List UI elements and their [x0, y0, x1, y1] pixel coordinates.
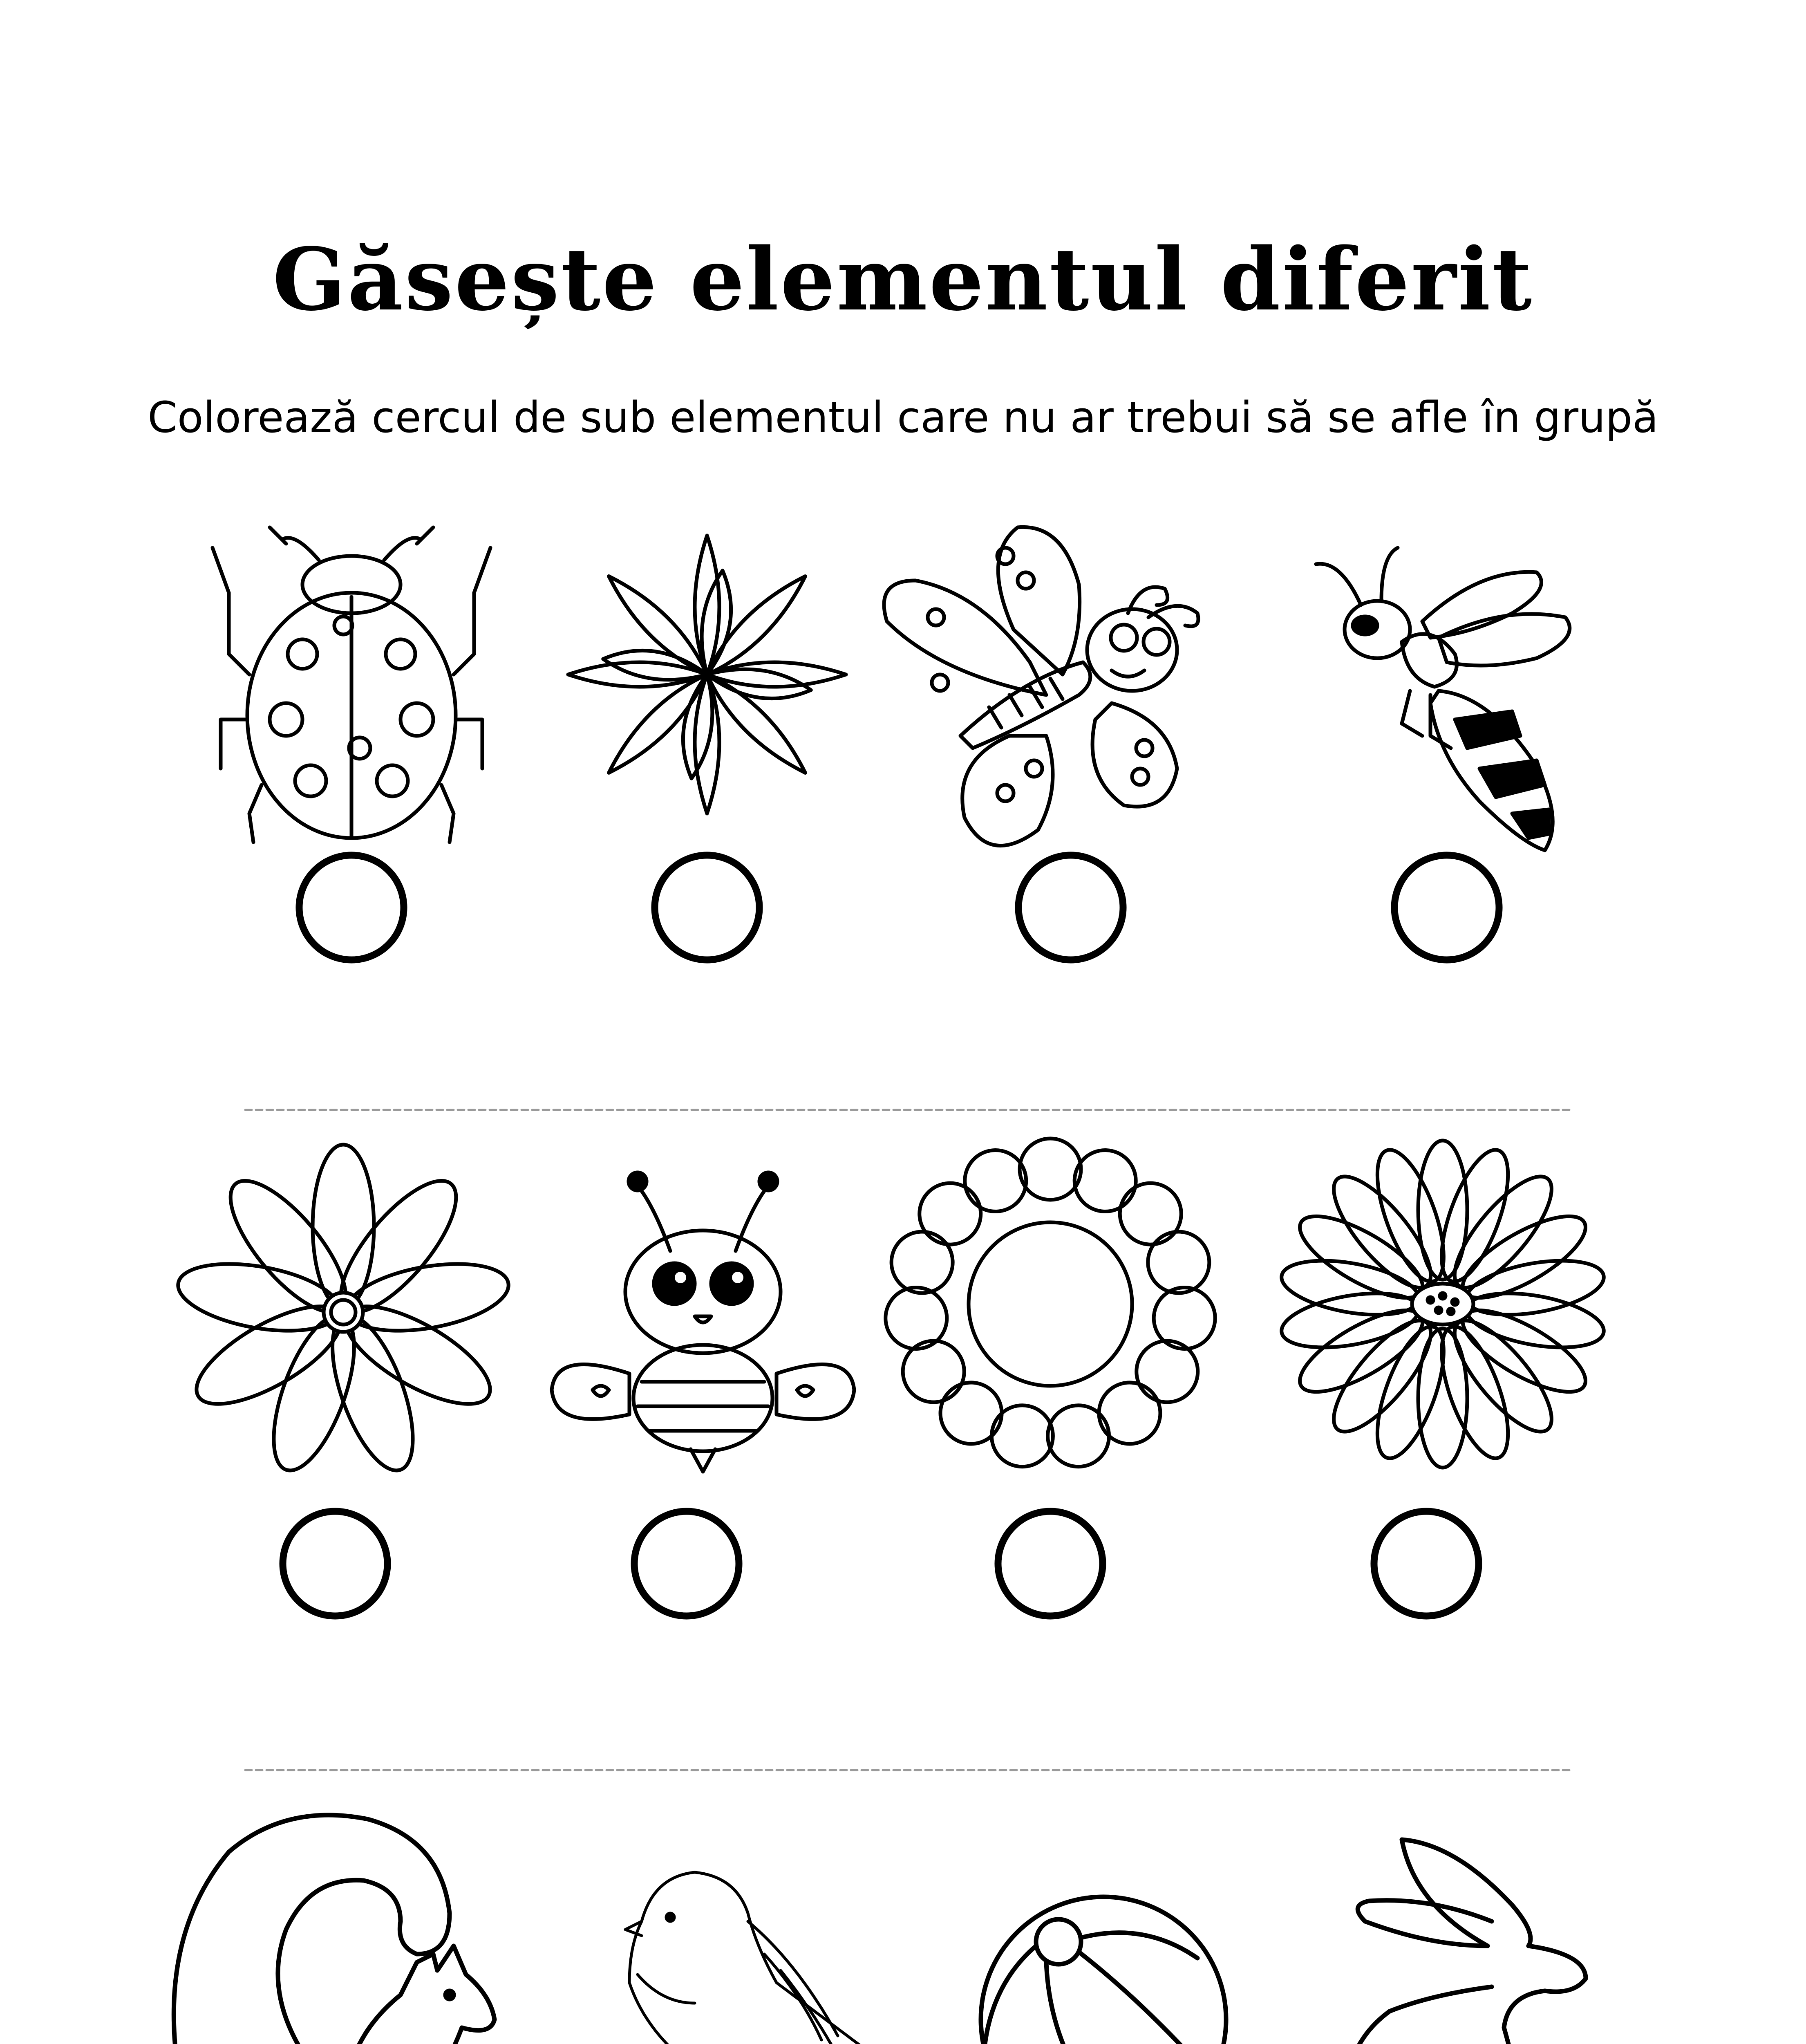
ladybug-icon [213, 527, 490, 842]
squirrel-icon [174, 1815, 495, 2044]
pointed-flower-icon [568, 536, 846, 814]
answer-circle-1-2[interactable] [655, 855, 759, 960]
page-title: Găsește elementul diferit [272, 229, 1534, 330]
answer-circle-2-1[interactable] [283, 1511, 387, 1616]
beach-ball-icon [981, 1897, 1226, 2044]
rabbit-icon [1312, 1840, 1586, 2044]
chrysanthemum-icon [1278, 1141, 1608, 1468]
answer-circle-1-1[interactable] [299, 855, 404, 960]
daisy-icon [173, 1145, 514, 1480]
answer-circle-2-3[interactable] [998, 1511, 1103, 1616]
robin-icon [625, 1872, 935, 2044]
instruction-text: Colorează cercul de sub elementul care nu ar trebui să se afle în grupă [148, 392, 1658, 442]
bee-icon [552, 1172, 854, 1472]
answer-circle-2-2[interactable] [634, 1511, 739, 1616]
answer-circle-1-3[interactable] [1018, 855, 1123, 960]
wasp-icon [1316, 548, 1570, 850]
butterfly-icon [884, 527, 1198, 845]
answer-circle-2-4[interactable] [1374, 1511, 1479, 1616]
answer-circle-1-4[interactable] [1394, 855, 1499, 960]
scalloped-flower-icon [882, 1139, 1218, 1472]
